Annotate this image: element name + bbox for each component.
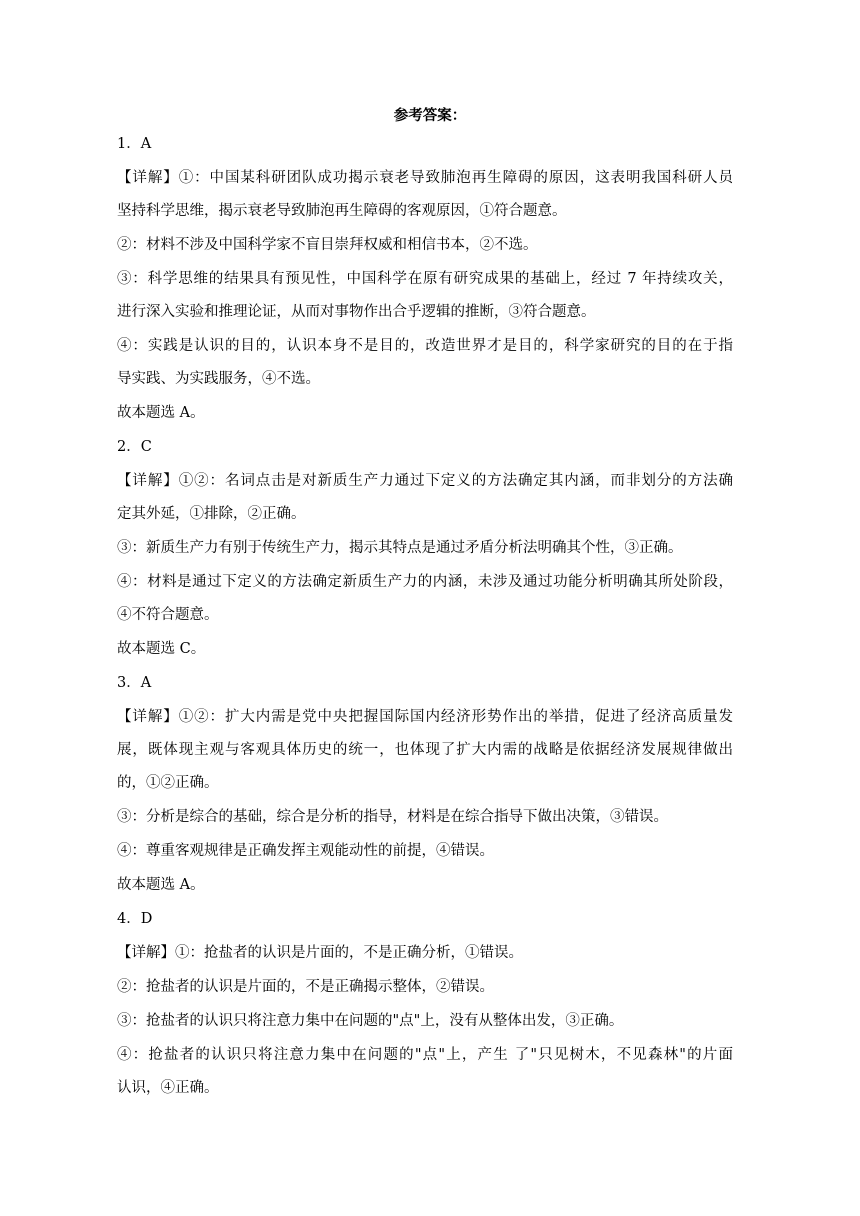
explanation-line: 的，①②正确。 — [117, 775, 219, 791]
explanation-line: 展，既体现主观与客观具体历史的统一，也体现了扩大内需的战略是依据经济发展规律做出 — [117, 742, 733, 758]
explanation-line: ④不符合题意。 — [117, 607, 219, 623]
explanation-line: ③：科学思维的结果具有预见性，中国科学在原有研究成果的基础上，经过 7 年持续攻关， — [117, 271, 733, 287]
explanation-line: 【详解】①②：名词点击是对新质生产力通过下定义的方法确定其内涵，而非划分的方法确 — [117, 473, 733, 489]
question-number-2: 2．C — [117, 439, 152, 455]
explanation-line: 【详解】①②：扩大内需是党中央把握国际国内经济形势作出的举措，促进了经济高质量发 — [117, 709, 733, 725]
answer-conclusion: 故本题选 A。 — [117, 877, 205, 893]
explanation-line: 【详解】①：中国某科研团队成功揭示衰老导致肺泡再生障碍的原因，这表明我国科研人员 — [117, 170, 733, 186]
explanation-line: ③：分析是综合的基础，综合是分析的指导，材料是在综合指导下做出决策，③错误。 — [117, 809, 668, 825]
explanation-line: 进行深入实验和推理论证，从而对事物作出合乎逻辑的推断，③符合题意。 — [117, 304, 596, 320]
explanation-line: 坚持科学思维，揭示衰老导致肺泡再生障碍的客观原因，①符合题意。 — [117, 203, 567, 219]
explanation-line: 导实践、为实践服务，④不选。 — [117, 371, 320, 387]
explanation-line: 【详解】①：抢盐者的认识是片面的，不是正确分析，①错误。 — [117, 945, 523, 961]
question-number-3: 3．A — [117, 675, 152, 691]
explanation-line: ④：实践是认识的目的，认识本身不是目的，改造世界才是目的，科学家研究的目的在于指 — [117, 338, 733, 354]
explanation-line: ④：抢盐者的认识只将注意力集中在问题的"点"上，产生 了"只见树木，不见森林"的片面 — [117, 1047, 733, 1063]
explanation-line: ③：新质生产力有别于传统生产力，揭示其特点是通过矛盾分析法明确其个性，③正确。 — [117, 540, 683, 556]
page-title: 参考答案： — [393, 107, 467, 124]
question-number-4: 4．D — [117, 911, 153, 927]
explanation-line: 认识，④正确。 — [117, 1080, 219, 1096]
explanation-line: ④：材料是通过下定义的方法确定新质生产力的内涵，未涉及通过功能分析明确其所处阶段， — [117, 574, 733, 590]
answer-conclusion: 故本题选 C。 — [117, 641, 206, 657]
explanation-line: 定其外延，①排除，②正确。 — [117, 506, 306, 522]
explanation-line: ③：抢盐者的认识只将注意力集中在问题的"点"上，没有从整体出发，③正确。 — [117, 1013, 624, 1029]
explanation-line: ②：材料不涉及中国科学家不盲目崇拜权威和相信书本，②不选。 — [117, 237, 538, 253]
answer-body — [117, 134, 733, 1098]
explanation-line: ②：抢盐者的认识是片面的，不是正确揭示整体，②错误。 — [117, 979, 494, 995]
question-number-1: 1．A — [117, 136, 152, 152]
explanation-line: ④：尊重客观规律是正确发挥主观能动性的前提，④错误。 — [117, 843, 494, 859]
answer-conclusion: 故本题选 A。 — [117, 405, 205, 421]
